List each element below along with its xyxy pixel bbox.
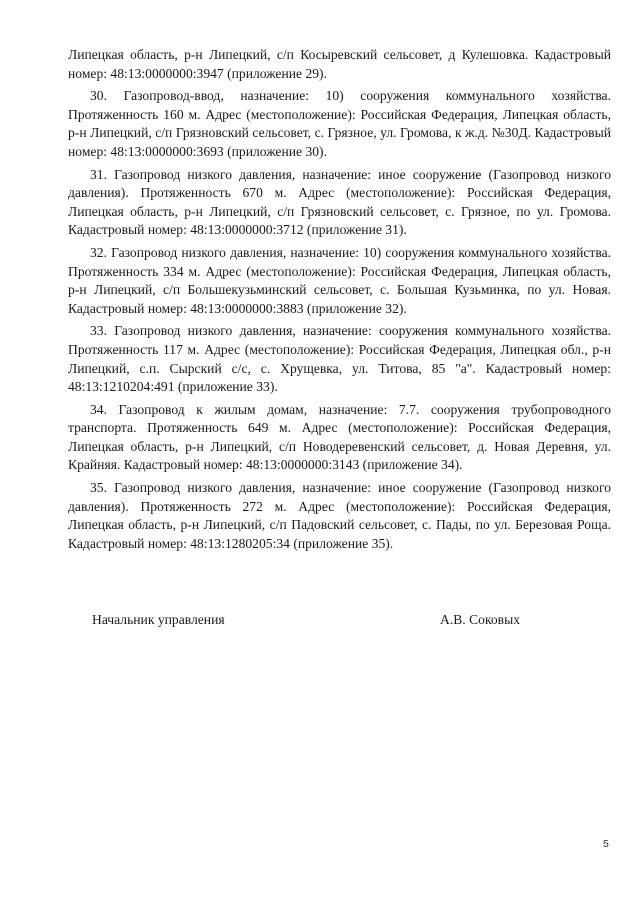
paragraph-item-34: 34. Газопровод к жилым домам, назначение: 7.7. сооружения трубопроводного транспорта. Протяженность 649 м. Адрес (местоположение): Российская Федерация, Липецкая область, р-н Липецкий, с/п Новодеревенский сельсовет, д. Новая Деревня, ул. Крайняя. Кадастровый номер: 48:13:0000000:3143 (приложение 34). (68, 401, 611, 473)
document-body (68, 46, 611, 557)
page-number: 5 (603, 838, 609, 850)
paragraph-item-32: 32. Газопровод низкого давления, назначение: 10) сооружения коммунального хозяйства. Протяженность 334 м. Адрес (местоположение): Российская Федерация, Липецкая область, р-н Липецкий, с/п Большекузьминский сельсовет, с. Большая Кузьминка, по ул. Новая. Кадастровый номер: 48:13:0000000:3883 (приложение 32). (68, 244, 611, 316)
paragraph-29-continuation: Липецкая область, р-н Липецкий, с/п Косыревский сельсовет, д Кулешовка. Кадастровый номер: 48:13:0000000:3947 (приложение 29). (68, 47, 611, 81)
signatory-title: Начальник управления (92, 612, 225, 627)
signatory-name: А.В. Соковых (440, 612, 521, 627)
paragraph-item-33: 33. Газопровод низкого давления, назначение: сооружения коммунального хозяйства. Протяженность 117 м. Адрес (местоположение): Российская Федерация, Липецкая обл., р-н Липецкий, с.п. Сырский с/с, с. Хрущевка, ул. Титова, 85 "а". Кадастровый номер: 48:13:1210204:491 (приложение 33). (68, 323, 611, 395)
paragraph-item-30: 30. Газопровод-ввод, назначение: 10) сооружения коммунального хозяйства. Протяженность 160 м. Адрес (местоположение): Российская Федерация, Липецкая область, р-н Липецкий, с/п Грязновский сельсовет, с. Грязное, ул. Громова, к ж.д. №30Д. Кадастровый номер: 48:13:0000000:3693 (приложение 30). (68, 88, 611, 159)
paragraph-item-35: 35. Газопровод низкого давления, назначение: иное сооружение (Газопровод низкого давления). Протяженность 272 м. Адрес (местоположение): Российская Федерация, Липецкая область, р-н Липецкий, с/п Падовский сельсовет, с. Пады, по ул. Березовая Роща. Кадастровый номер: 48:13:1280205:34 (приложение 35). (68, 480, 611, 551)
paragraph-item-31: 31. Газопровод низкого давления, назначение: иное сооружение (Газопровод низкого давления). Протяженность 670 м. Адрес (местоположение): Российская Федерация, Липецкая область, р-н Липецкий, с/п Грязновский сельсовет, с. Грязное, по ул. Громова. Кадастровый номер: 48:13:0000000:3712 (приложение 31). (68, 166, 611, 238)
